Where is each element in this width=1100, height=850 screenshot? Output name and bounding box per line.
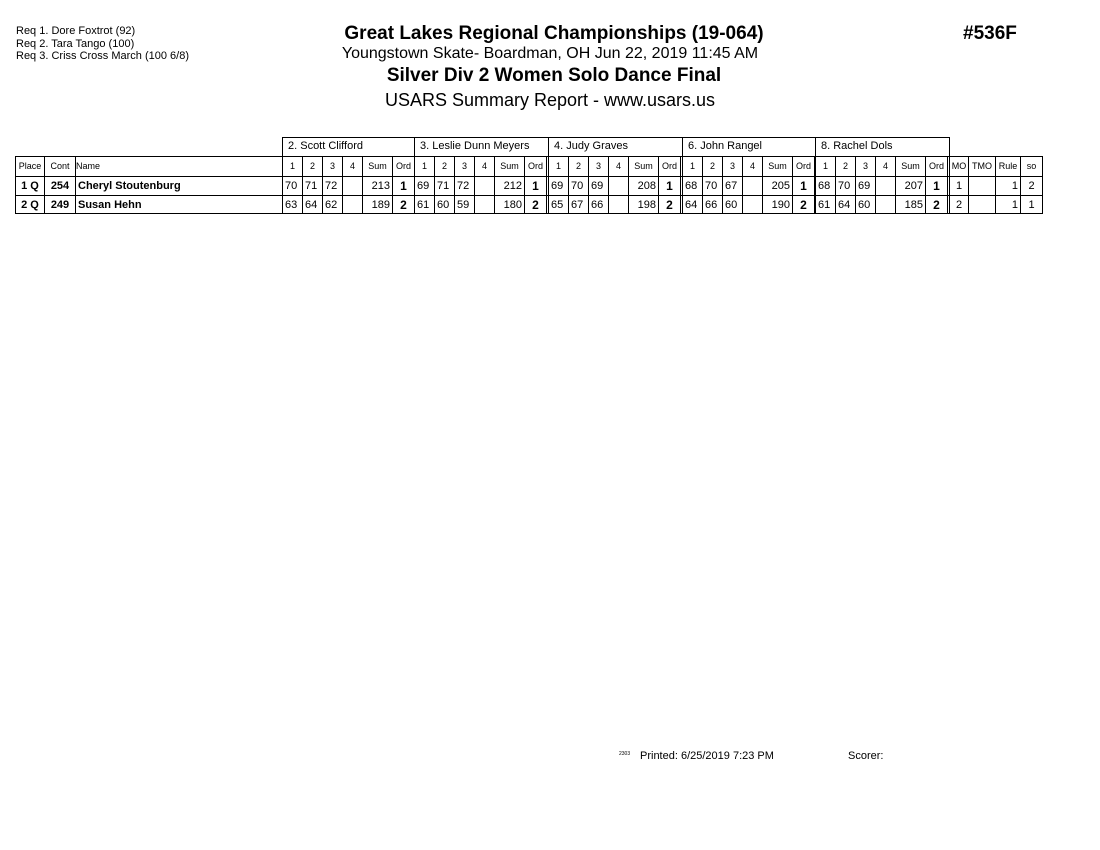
score-judge5-sum: 185: [904, 199, 923, 211]
score-judge4-sum: 205: [771, 180, 790, 192]
score-judge2-2: 60: [437, 199, 450, 211]
score-judge2-1: 69: [417, 180, 430, 192]
score-judge4-3: 67: [725, 180, 738, 192]
score-judge1-sum: 189: [371, 199, 390, 211]
row-tmo: [969, 196, 995, 213]
column-header-judge1-1: 2: [309, 161, 315, 171]
location-date: Youngstown Skate- Boardman, OH Jun 22, 2019 11:45 AM: [341, 45, 759, 62]
grid-line: [682, 137, 683, 157]
score-judge5-1: 61: [818, 199, 831, 211]
score-judge4-1: 68: [685, 180, 698, 192]
row-place: 2 Q: [21, 199, 39, 211]
judge-name-2: 3. Leslie Dunn Meyers: [420, 140, 530, 152]
score-judge1-3: 72: [325, 180, 338, 192]
row-name: Susan Hehn: [78, 199, 142, 211]
column-header-judge1-2: 3: [329, 161, 335, 171]
score-judge2-3: 59: [457, 199, 470, 211]
score-judge5-4: [876, 196, 895, 213]
row-rule: 1: [1011, 199, 1018, 211]
score-judge2-2: 71: [437, 180, 450, 192]
score-judge3-3: 66: [591, 199, 604, 211]
score-judge3-4: [609, 196, 628, 213]
grid-line: [947, 156, 948, 214]
score-judge4-ord: 2: [800, 198, 807, 212]
event-code: #536F: [963, 23, 1017, 44]
printed-timestamp: Printed: 6/25/2019 7:23 PM: [640, 750, 774, 762]
column-header-mo: MO: [951, 161, 967, 171]
column-header-judge4-0: 1: [689, 161, 695, 171]
score-judge4-4: [743, 177, 762, 194]
footer-code: 2303: [619, 751, 631, 757]
score-judge2-ord: 1: [532, 179, 539, 193]
column-header-judge5-1: 2: [842, 161, 848, 171]
score-judge4-1: 64: [685, 199, 698, 211]
column-header-judge4-3: 4: [749, 161, 755, 171]
column-header-judge2-3: 4: [481, 161, 487, 171]
score-judge5-sum: 207: [904, 180, 923, 192]
score-judge1-ord: 2: [400, 198, 407, 212]
column-header-judge3-3: 4: [615, 161, 621, 171]
score-judge3-4: [609, 177, 628, 194]
score-judge1-4: [343, 196, 362, 213]
column-header-judge3-5: Ord: [661, 161, 677, 171]
score-judge2-4: [475, 196, 494, 213]
row-mo: 1: [955, 180, 963, 192]
row-cont: 249: [50, 199, 70, 211]
grid-line: [949, 137, 950, 157]
judge-name-1: 2. Scott Clifford: [288, 140, 363, 152]
row-place: 1 Q: [21, 180, 39, 192]
score-judge5-1: 68: [818, 180, 831, 192]
score-judge3-sum: 198: [637, 199, 656, 211]
column-header-judge4-4: Sum: [768, 161, 787, 171]
row-mo: 2: [955, 199, 963, 211]
score-judge5-2: 64: [838, 199, 851, 211]
score-judge3-ord: 2: [666, 198, 673, 212]
score-judge1-sum: 213: [371, 180, 390, 192]
column-header-judge2-1: 2: [441, 161, 447, 171]
score-judge5-ord: 2: [933, 198, 940, 212]
score-judge5-2: 70: [838, 180, 851, 192]
score-judge3-ord: 1: [666, 179, 673, 193]
column-header-place: Place: [18, 161, 42, 171]
score-judge2-1: 61: [417, 199, 430, 211]
score-judge4-ord: 1: [800, 179, 807, 193]
judge-name-5: 8. Rachel Dols: [821, 140, 893, 152]
column-header-judge5-3: 4: [882, 161, 888, 171]
score-judge4-2: 70: [705, 180, 718, 192]
score-judge5-3: 60: [858, 199, 871, 211]
column-header-judge1-5: Ord: [395, 161, 411, 171]
score-judge5-ord: 1: [933, 179, 940, 193]
report-title: USARS Summary Report - www.usars.us: [384, 90, 716, 110]
column-header-judge2-0: 1: [421, 161, 427, 171]
score-judge4-2: 66: [705, 199, 718, 211]
requirement-2: Req 2. Tara Tango (100): [16, 37, 135, 50]
judge-name-4: 6. John Rangel: [688, 140, 762, 152]
row-so: 1: [1028, 199, 1035, 211]
score-judge2-sum: 212: [503, 180, 522, 192]
column-header-judge4-5: Ord: [795, 161, 811, 171]
row-so: 2: [1028, 180, 1035, 192]
score-judge1-4: [343, 177, 362, 194]
score-judge2-3: 72: [457, 180, 470, 192]
column-header-rule: Rule: [998, 161, 1018, 171]
column-header-judge3-2: 3: [595, 161, 601, 171]
score-judge3-1: 65: [551, 199, 564, 211]
column-header-judge3-0: 1: [555, 161, 561, 171]
score-judge1-ord: 1: [400, 179, 407, 193]
row-cont: 254: [50, 180, 70, 192]
grid-line: [1042, 156, 1043, 214]
column-header-tmo: TMO: [972, 161, 992, 171]
grid-line: [414, 137, 415, 157]
event-title: Silver Div 2 Women Solo Dance Final: [386, 65, 722, 86]
column-header-so: so: [1026, 161, 1037, 171]
column-header-judge5-5: Ord: [928, 161, 944, 171]
score-judge1-3: 62: [325, 199, 338, 211]
score-judge5-4: [876, 177, 895, 194]
grid-line: [15, 213, 1043, 214]
score-judge4-sum: 190: [771, 199, 790, 211]
column-header-judge5-4: Sum: [901, 161, 920, 171]
grid-line: [815, 137, 816, 157]
column-header-judge2-4: Sum: [500, 161, 519, 171]
column-header-judge4-2: 3: [729, 161, 735, 171]
requirement-1: Req 1. Dore Foxtrot (92): [16, 25, 136, 37]
score-judge1-1: 70: [285, 180, 298, 192]
score-judge3-2: 70: [571, 180, 584, 192]
score-judge5-3: 69: [858, 180, 871, 192]
score-judge1-2: 64: [305, 199, 318, 211]
column-header-judge2-5: Ord: [527, 161, 543, 171]
score-judge4-4: [743, 196, 762, 213]
grid-line: [548, 137, 549, 157]
column-header-name: Name: [76, 161, 101, 171]
grid-line: [282, 137, 950, 138]
requirement-3: Req 3. Criss Cross March (100 6/8): [16, 50, 189, 62]
row-rule: 1: [1011, 180, 1018, 192]
score-judge2-4: [475, 177, 494, 194]
column-header-judge1-0: 1: [289, 161, 295, 171]
score-judge1-1: 63: [285, 199, 298, 211]
score-judge3-2: 67: [571, 199, 584, 211]
row-name: Cheryl Stoutenburg: [78, 180, 181, 192]
grid-line: [546, 156, 547, 214]
score-judge3-1: 69: [551, 180, 564, 192]
column-header-judge5-2: 3: [862, 161, 868, 171]
grid-line: [282, 137, 283, 157]
column-header-judge2-2: 3: [461, 161, 467, 171]
score-judge2-sum: 180: [503, 199, 522, 211]
score-judge2-ord: 2: [532, 198, 539, 212]
score-judge1-2: 71: [305, 180, 318, 192]
column-header-judge1-4: Sum: [368, 161, 387, 171]
judge-name-3: 4. Judy Graves: [554, 140, 628, 152]
column-header-judge3-1: 2: [575, 161, 581, 171]
competition-title: Great Lakes Regional Championships (19-064): [344, 23, 764, 44]
score-judge3-sum: 208: [637, 180, 656, 192]
column-header-judge1-3: 4: [349, 161, 355, 171]
score-judge3-3: 69: [591, 180, 604, 192]
grid-line: [680, 156, 681, 214]
column-header-judge5-0: 1: [822, 161, 828, 171]
column-header-judge3-4: Sum: [634, 161, 653, 171]
scorer-label: Scorer:: [848, 750, 884, 762]
column-header-judge4-1: 2: [709, 161, 715, 171]
column-header-cont: Cont: [50, 161, 70, 171]
score-judge4-3: 60: [725, 199, 738, 211]
row-tmo: [969, 177, 995, 194]
